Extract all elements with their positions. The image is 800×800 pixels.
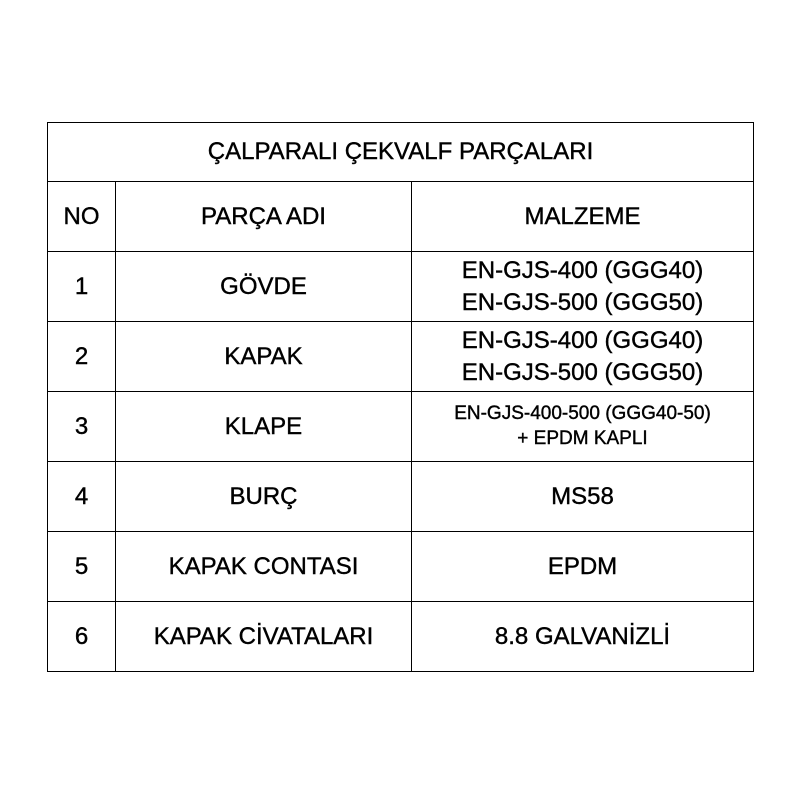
row-part-name: KAPAK CİVATALARI [116,602,412,672]
header-material: MALZEME [412,182,754,252]
table-row [48,532,754,602]
material-line: + EPDM KAPLI [517,427,648,449]
material-line: EPDM [547,552,618,580]
table-row [48,252,754,322]
parts-table [47,122,754,672]
table-row [48,322,754,392]
table-row [48,462,754,532]
row-no: 6 [48,602,116,672]
header-no: NO [48,182,116,252]
title-row [48,123,754,182]
row-material [412,532,754,602]
table-title: ÇALPARALI ÇEKVALF PARÇALARI [48,123,754,182]
material-line: 8.8 GALVANİZLİ [494,622,671,650]
material-line: EN-GJS-400 (GGG40) [461,257,704,285]
header-row [48,182,754,252]
material-line: EN-GJS-500 (GGG50) [461,288,704,316]
row-no: 5 [48,532,116,602]
row-no: 1 [48,252,116,322]
row-material [412,602,754,672]
table-row [48,392,754,462]
row-no: 2 [48,322,116,392]
row-part-name: KAPAK CONTASI [116,532,412,602]
header-part-name: PARÇA ADI [116,182,412,252]
row-material [412,392,754,462]
row-no: 4 [48,462,116,532]
row-material [412,252,754,322]
row-material [412,322,754,392]
row-part-name: GÖVDE [116,252,412,322]
material-line: EN-GJS-400-500 (GGG40-50) [454,402,711,424]
row-part-name: KLAPE [116,392,412,462]
table-row [48,602,754,672]
row-material [412,462,754,532]
row-part-name: BURÇ [116,462,412,532]
material-line: MS58 [551,482,614,510]
material-line: EN-GJS-500 (GGG50) [461,358,704,386]
row-part-name: KAPAK [116,322,412,392]
row-no: 3 [48,392,116,462]
material-line: EN-GJS-400 (GGG40) [461,327,704,355]
